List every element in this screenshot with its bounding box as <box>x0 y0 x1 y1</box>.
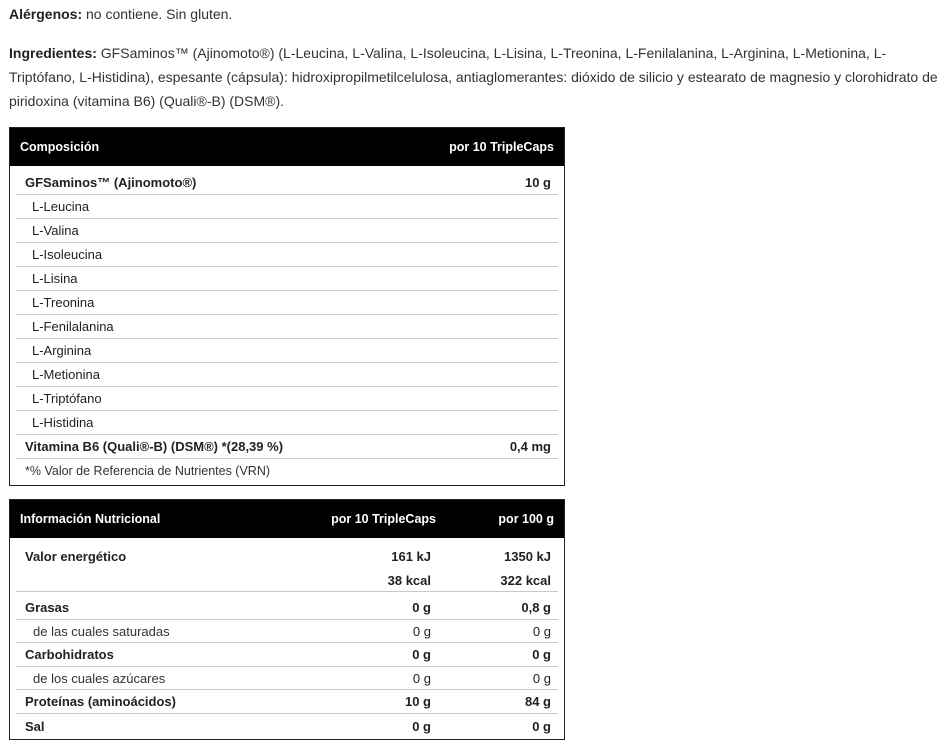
nutrient-col1: 0 g <box>412 647 431 662</box>
energy-row <box>16 542 558 592</box>
amino-acid-row <box>16 315 558 339</box>
nutrient-row-salt <box>16 714 558 738</box>
nutrient-name: de las cuales saturadas <box>33 623 170 639</box>
nutrient-row-fat <box>16 596 558 620</box>
amino-acid-row <box>16 291 558 315</box>
vitamin-name: Vitamina B6 (Quali®-B) (DSM®) *(28,39 %) <box>25 439 284 454</box>
amino-acid-name: L-Histidina <box>32 415 94 430</box>
energy-col2-kj: 1350 kJ <box>504 549 551 564</box>
allergens-label: Alérgenos: <box>9 6 83 22</box>
energy-col1-kcal: 38 kcal <box>387 573 431 588</box>
amino-acid-row <box>16 195 558 219</box>
ingredients-label: Ingredientes: <box>9 45 97 61</box>
nutrient-col1: 10 g <box>404 694 431 709</box>
vrn-footnote <box>16 459 558 483</box>
nutrient-col2: 0 g <box>532 670 551 686</box>
nutrient-col2: 84 g <box>524 694 551 709</box>
amino-acid-row <box>16 267 558 291</box>
energy-col1 <box>281 549 431 588</box>
nutrient-col1: 0 g <box>412 623 431 639</box>
vrn-footnote-text: *% Valor de Referencia de Nutrientes (VRN) <box>25 464 271 478</box>
ingredients-paragraph <box>9 41 944 113</box>
nutrient-name: Grasas <box>25 600 70 615</box>
nutrient-col2: 0 g <box>532 647 551 662</box>
amino-acid-row <box>16 387 558 411</box>
nutrition-header <box>10 500 564 538</box>
composition-main-name: GFSaminos™ (Ajinomoto®) <box>25 175 197 190</box>
composition-header-value: por 10 TripleCaps <box>449 140 554 154</box>
nutrition-header-name: Información Nutricional <box>20 512 161 526</box>
energy-name: Valor energético <box>25 549 127 564</box>
energy-col1-kj: 161 kJ <box>391 549 431 564</box>
nutrient-row-saturated <box>16 620 558 643</box>
allergens-text: no contiene. Sin gluten. <box>82 6 233 22</box>
allergens-line <box>9 5 232 23</box>
amino-acid-row <box>16 339 558 363</box>
composition-header <box>10 128 564 166</box>
amino-acid-row <box>16 363 558 387</box>
nutrient-col2: 0,8 g <box>521 600 551 615</box>
vitamin-row <box>16 435 558 459</box>
ingredients-text: GFSaminos™ (Ajinomoto®) (L-Leucina, L-Valina, L-Isoleucina, L-Lisina, L-Treonina, L-Fenilalanina, L-Arginina, L-Metionina, L-Triptófano, L-Histidina), espesante (cápsula): hidroxipropilmetilcelulosa, antiaglomerantes: dióxido de silicio y estearato de magnesio y clorohidrato de piridoxina (vitamina B6) (Quali®-B) (DSM®). <box>9 45 938 109</box>
amino-acid-name: L-Arginina <box>32 343 92 358</box>
vitamin-value: 0,4 mg <box>509 439 551 454</box>
composition-main-value: 10 g <box>524 175 551 190</box>
nutrient-name: de los cuales azúcares <box>33 670 166 686</box>
amino-acid-name: L-Lisina <box>32 271 78 286</box>
nutrient-row-sugars <box>16 667 558 690</box>
amino-acid-name: L-Fenilalanina <box>32 319 114 334</box>
amino-acid-row <box>16 411 558 435</box>
nutrient-col1: 0 g <box>412 718 431 734</box>
nutrient-name: Carbohidratos <box>25 647 114 662</box>
amino-acid-name: L-Metionina <box>32 367 100 382</box>
nutrition-header-col2: por 100 g <box>498 512 554 526</box>
nutrient-row-carbs <box>16 643 558 667</box>
amino-acid-name: L-Leucina <box>32 199 90 214</box>
nutrition-header-col1: por 10 TripleCaps <box>331 512 436 526</box>
composition-main-row <box>16 171 558 195</box>
amino-acid-row <box>16 243 558 267</box>
energy-col2-kcal: 322 kcal <box>500 573 551 588</box>
amino-acid-name: L-Triptófano <box>32 391 102 406</box>
amino-acid-name: L-Valina <box>32 223 79 238</box>
nutrient-col1: 0 g <box>412 670 431 686</box>
composition-table <box>9 127 565 486</box>
amino-acid-row <box>16 219 558 243</box>
energy-col2 <box>431 549 551 588</box>
nutrient-name: Sal <box>25 718 45 734</box>
nutrient-name: Proteínas (aminoácidos) <box>25 694 176 709</box>
nutrition-table <box>9 499 565 740</box>
nutrient-col2: 0 g <box>532 718 551 734</box>
nutrient-col2: 0 g <box>532 623 551 639</box>
nutrient-row-protein <box>16 690 558 714</box>
amino-acid-name: L-Isoleucina <box>32 247 103 262</box>
amino-acid-name: L-Treonina <box>32 295 95 310</box>
composition-header-name: Composición <box>20 140 100 154</box>
nutrient-col1: 0 g <box>412 600 431 615</box>
